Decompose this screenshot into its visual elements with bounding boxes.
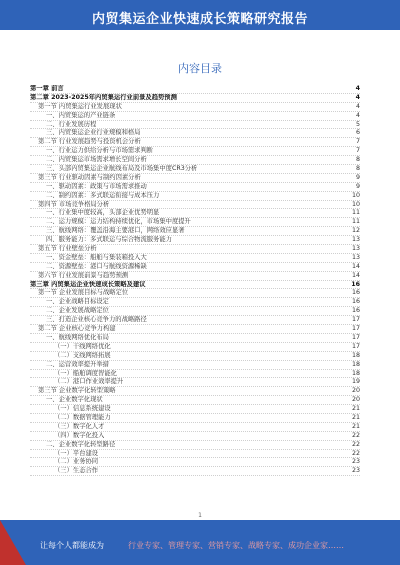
toc-entry-page: 8 — [355, 165, 360, 173]
toc-entry-title: 三、航线网络：覆盖沿海主要港口，网络效应显著 — [46, 227, 185, 235]
toc-entry-page: 8 — [355, 156, 360, 164]
toc-entry-page: 12 — [351, 227, 360, 235]
toc-entry-title: 二、资源壁垒：港口与航线资源稀缺 — [46, 262, 147, 270]
toc-entry-page: 19 — [351, 378, 360, 386]
toc-entry[interactable] — [30, 112, 360, 121]
toc-entry[interactable] — [30, 245, 360, 254]
toc-entry-title: 一、行业运力供给分析与市场需求判断 — [46, 147, 154, 155]
toc-entry[interactable] — [30, 85, 360, 94]
toc-entry-title: 第一节 内贸集运行业发展现状 — [38, 102, 122, 110]
toc-entry-page: 4 — [355, 85, 360, 92]
toc-entry-title: 二、企业数字化转型路径 — [46, 440, 116, 448]
toc-entry-title: 二、行业发展历程 — [46, 120, 97, 128]
toc-entry-title: 第三章 内贸集运企业快速成长策略及建议 — [30, 280, 146, 288]
toc-entry[interactable] — [30, 423, 360, 432]
toc-entry-page: 23 — [351, 458, 360, 466]
toc-entry[interactable] — [30, 298, 360, 307]
toc-entry-page: 20 — [351, 396, 360, 404]
toc-entry[interactable] — [30, 183, 360, 192]
toc-entry[interactable] — [30, 272, 360, 281]
toc-entry-page: 16 — [351, 289, 360, 297]
report-title: 内贸集运企业快速成长策略研究报告 — [91, 12, 308, 27]
toc-entry[interactable] — [30, 236, 360, 245]
header-bar — [0, 0, 400, 30]
toc-entry-page: 7 — [355, 138, 360, 146]
toc-entry[interactable] — [30, 121, 360, 130]
table-of-contents — [30, 85, 360, 476]
toc-entry-title: 第三节 企业数字化转型策略 — [38, 387, 116, 395]
toc-entry-page: 5 — [355, 120, 360, 128]
toc-entry-title: 第一章 前言 — [30, 85, 64, 92]
toc-entry[interactable] — [30, 334, 360, 343]
toc-entry-page: 14 — [351, 271, 360, 279]
toc-entry-page: 17 — [351, 325, 360, 333]
toc-entry-page: 13 — [351, 245, 360, 253]
toc-entry[interactable] — [30, 414, 360, 423]
toc-entry[interactable] — [30, 209, 360, 218]
toc-entry-page: 18 — [351, 351, 360, 359]
toc-entry[interactable] — [30, 174, 360, 183]
toc-entry-page: 10 — [351, 200, 360, 208]
toc-entry-title: （二）支线网络拓展 — [54, 351, 111, 359]
toc-entry-page: 21 — [351, 405, 360, 413]
toc-entry-title: 第一节 企业发展目标与战略定位 — [38, 289, 129, 297]
toc-entry-page: 14 — [351, 262, 360, 270]
toc-entry-page: 9 — [355, 182, 360, 190]
toc-entry-page: 16 — [351, 280, 360, 288]
toc-entry[interactable] — [30, 289, 360, 298]
toc-entry[interactable] — [30, 432, 360, 441]
toc-entry-page: 13 — [351, 236, 360, 244]
toc-entry-page: 22 — [351, 431, 360, 439]
toc-entry-title: （三）生态合作 — [54, 467, 99, 475]
toc-entry[interactable] — [30, 201, 360, 210]
toc-entry[interactable] — [30, 450, 360, 459]
toc-entry-title: 三、内贸集运企业行业规模和格局 — [46, 129, 141, 137]
toc-entry[interactable] — [30, 263, 360, 272]
toc-entry-page: 18 — [351, 360, 360, 368]
toc-entry[interactable] — [30, 103, 360, 112]
toc-entry[interactable] — [30, 138, 360, 147]
toc-entry[interactable] — [30, 352, 360, 361]
toc-entry[interactable] — [30, 218, 360, 227]
toc-entry[interactable] — [30, 405, 360, 414]
toc-entry[interactable] — [30, 316, 360, 325]
footer-slogan-left: 让每个人都能成为 — [40, 541, 104, 550]
toc-entry-page: 21 — [351, 422, 360, 430]
toc-entry-title: 一、企业战略目标设定 — [46, 298, 109, 306]
toc-entry-page: 17 — [351, 333, 360, 341]
toc-entry-page: 16 — [351, 298, 360, 306]
toc-entry[interactable] — [30, 361, 360, 370]
toc-entry-title: 一、资金壁垒：船舶与集装箱投入大 — [46, 253, 147, 261]
toc-entry-page: 18 — [351, 369, 360, 377]
toc-entry-title: 第二章 2023-2025年内贸集运行业前景及趋势预测 — [30, 93, 177, 101]
toc-entry-title: 二、运营效率提升举措 — [46, 360, 109, 368]
toc-entry-title: 第三节 行业驱动因素与制约因素分析 — [38, 173, 141, 181]
footer-slogan-right: 行业专家、管理专家、营销专家、战略专家、成功企业家…… — [128, 541, 344, 550]
toc-entry-page: 17 — [351, 316, 360, 324]
toc-entry[interactable] — [30, 94, 360, 103]
toc-entry-page: 9 — [355, 173, 360, 181]
toc-entry-title: 第五节 行业壁垒分析 — [38, 245, 97, 253]
toc-entry-title: （三）数字化人才 — [54, 422, 105, 430]
toc-entry-page: 6 — [355, 129, 360, 137]
toc-entry-title: （一）船舶调度智能化 — [54, 369, 117, 377]
toc-entry[interactable] — [30, 343, 360, 352]
page-number: 1 — [198, 512, 202, 519]
toc-entry-title: 一、内贸集运的产业链条 — [46, 111, 116, 119]
toc-entry-page: 20 — [351, 387, 360, 395]
toc-entry-title: （四）数字化投入 — [54, 431, 105, 439]
toc-entry-page: 21 — [351, 413, 360, 421]
toc-entry-title: 二、运力规模：运力结构持续优化，市场集中度提升 — [46, 218, 191, 226]
toc-entry-title: （一）平台建设 — [54, 449, 99, 457]
toc-entry-title: 第二节 行业发展趋势与投资机会分析 — [38, 138, 141, 146]
toc-entry-page: 11 — [351, 209, 360, 217]
toc-entry[interactable] — [30, 458, 360, 467]
toc-entry-title: （二）数据管理能力 — [54, 413, 111, 421]
toc-entry-title: 一、驱动因素：政策与市场需求推动 — [46, 182, 147, 190]
toc-entry[interactable] — [30, 467, 360, 476]
toc-entry[interactable] — [30, 387, 360, 396]
toc-entry-page: 17 — [351, 342, 360, 350]
toc-entry[interactable] — [30, 227, 360, 236]
toc-entry-title: （二）业务协同 — [54, 458, 99, 466]
toc-entry-page: 16 — [351, 307, 360, 315]
toc-entry[interactable] — [30, 156, 360, 165]
toc-entry[interactable] — [30, 441, 360, 450]
toc-entry-page: 4 — [355, 93, 360, 101]
toc-entry-title: 二、企业发展战略定位 — [46, 307, 109, 315]
toc-entry-page: 13 — [351, 253, 360, 261]
toc-entry-page: 23 — [351, 467, 360, 475]
toc-entry[interactable] — [30, 281, 360, 290]
toc-entry-title: （一）干线网络优化 — [54, 342, 111, 350]
toc-entry[interactable] — [30, 147, 360, 156]
toc-entry-title: 一、行业集中度较高，头部企业优势明显 — [46, 209, 160, 217]
toc-entry-page: 7 — [355, 147, 360, 155]
toc-heading: 内容目录 — [178, 62, 222, 75]
toc-entry-page: 11 — [351, 218, 360, 226]
toc-entry[interactable] — [30, 378, 360, 387]
toc-entry[interactable] — [30, 129, 360, 138]
toc-entry[interactable] — [30, 370, 360, 379]
toc-entry[interactable] — [30, 325, 360, 334]
toc-entry-title: 一、航线网络优化布局 — [46, 333, 109, 341]
toc-entry-title: 四、服务能力：多式联运与综合物流服务能力 — [46, 236, 172, 244]
footer-red-stripe — [0, 520, 26, 565]
toc-entry[interactable] — [30, 396, 360, 405]
toc-entry-page: 22 — [351, 449, 360, 457]
toc-entry-title: 二、内贸集运市场需求增长空间分析 — [46, 156, 147, 164]
footer-banner — [0, 520, 400, 565]
toc-entry[interactable] — [30, 165, 360, 174]
toc-entry-title: 第四节 市场竞争格局分析 — [38, 200, 110, 208]
toc-entry-title: 一、企业数字化现状 — [46, 396, 103, 404]
toc-entry[interactable] — [30, 307, 360, 316]
toc-entry[interactable] — [30, 192, 360, 201]
toc-entry-page: 10 — [351, 191, 360, 199]
toc-entry-page: 22 — [351, 440, 360, 448]
toc-entry-title: （一）信息系统建设 — [54, 405, 111, 413]
toc-entry-title: 二、制约因素：多式联运衔接与成本压力 — [46, 191, 160, 199]
toc-entry-page: 4 — [355, 111, 360, 119]
toc-entry-title: 第六节 行业发展前景与趋势预测 — [38, 271, 129, 279]
toc-entry-title: 三、打造企业核心竞争力的战略路径 — [46, 316, 147, 324]
toc-entry-title: （二）港口作业效率提升 — [54, 378, 124, 386]
toc-entry-title: 第二节 企业核心竞争力构建 — [38, 325, 116, 333]
toc-entry-page: 4 — [355, 102, 360, 110]
toc-entry[interactable] — [30, 254, 360, 263]
toc-entry-title: 三、头部内贸集运企业航线布局及市场集中度CR3分析 — [46, 165, 198, 173]
